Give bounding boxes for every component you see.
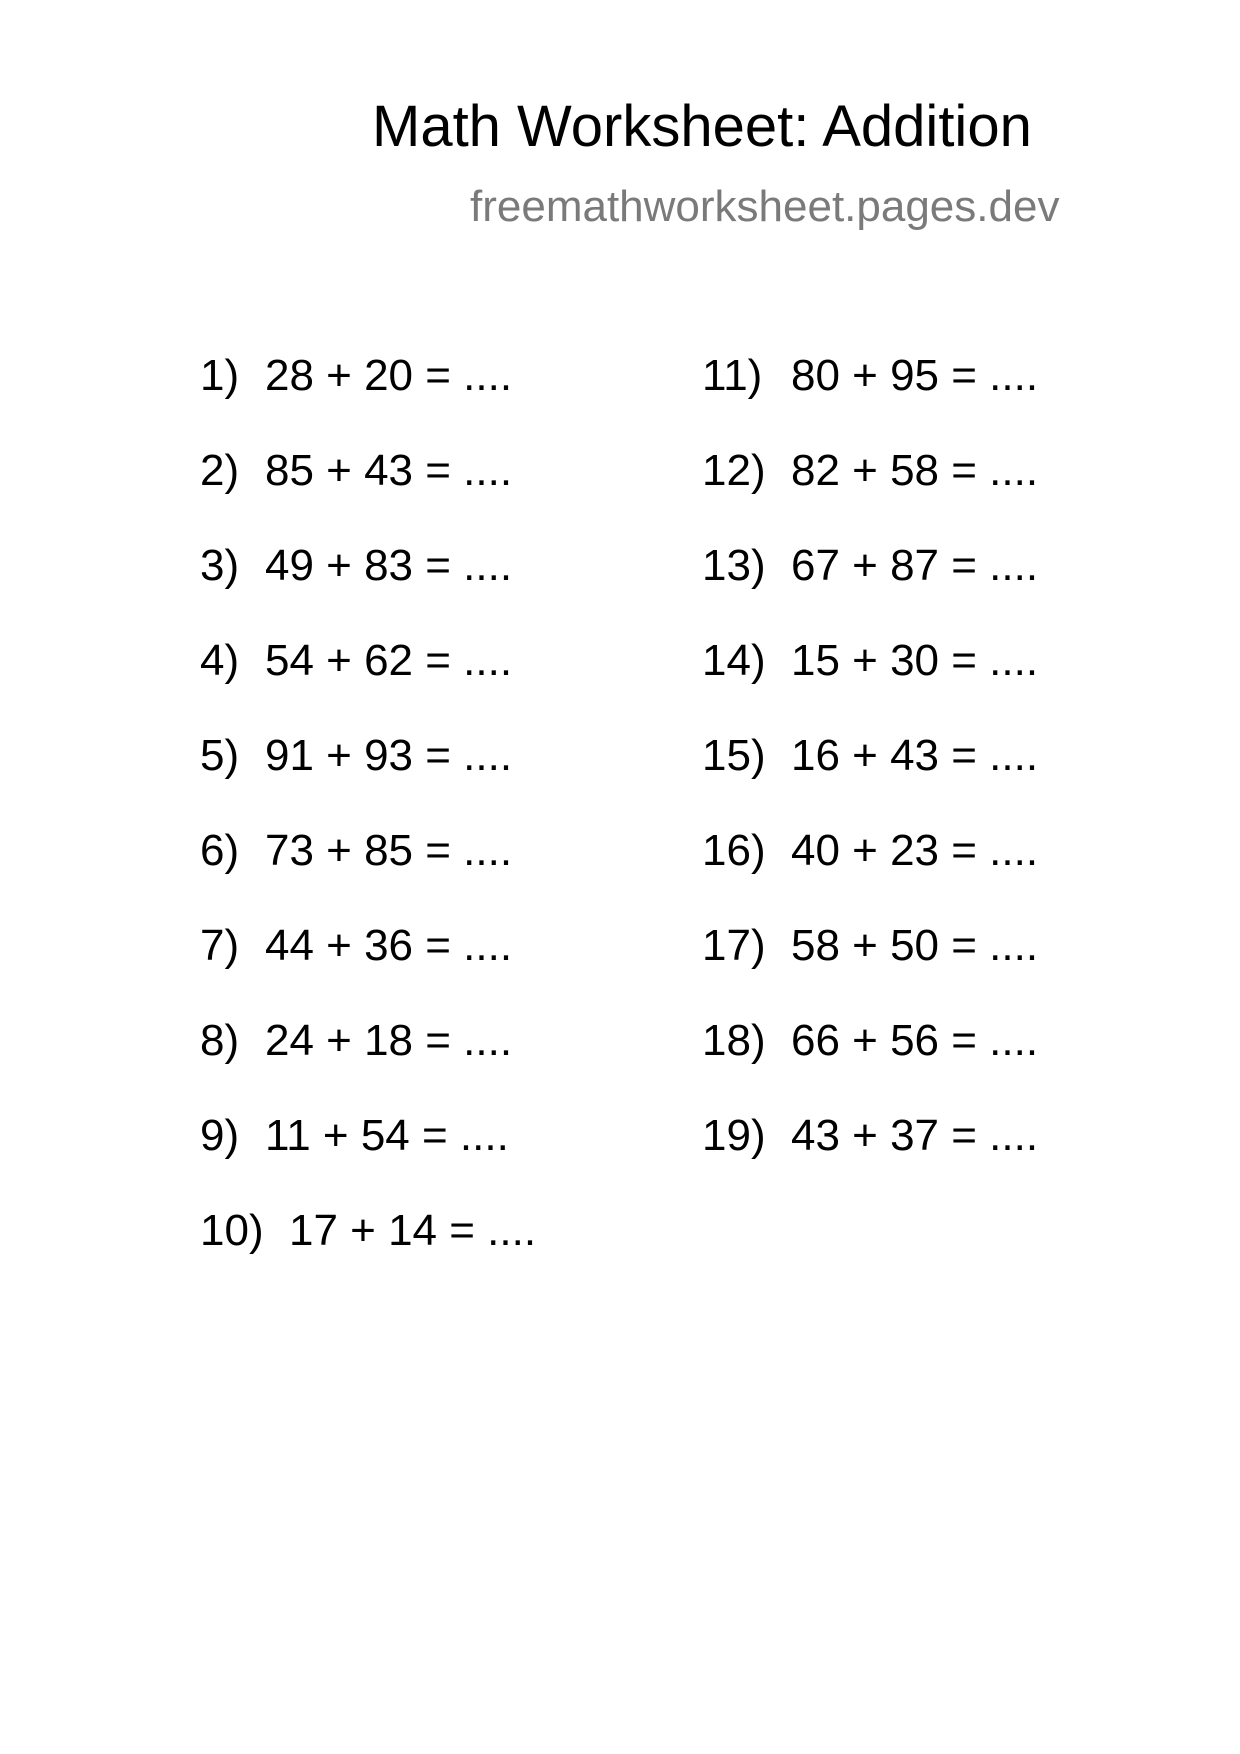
problem-column-right — [702, 351, 1039, 1209]
problem-item — [200, 1016, 536, 1114]
problem-expression: 73 + 85 = .... — [265, 826, 513, 875]
problem-item — [702, 541, 1039, 639]
problem-expression: 66 + 56 = .... — [791, 1016, 1039, 1065]
problem-expression: 91 + 93 = .... — [265, 731, 513, 780]
problem-expression: 58 + 50 = .... — [791, 921, 1039, 970]
problem-number: 19) — [702, 1111, 766, 1160]
problem-expression: 43 + 37 = .... — [791, 1111, 1039, 1160]
problem-item — [200, 636, 536, 734]
problem-number: 10) — [200, 1206, 264, 1255]
problem-item — [200, 446, 536, 544]
problem-item — [200, 351, 536, 449]
problem-number: 4) — [200, 636, 240, 685]
problem-number: 17) — [702, 921, 766, 970]
problem-expression: 67 + 87 = .... — [791, 541, 1039, 590]
problem-number: 18) — [702, 1016, 766, 1065]
problem-column-left — [200, 351, 537, 1304]
problem-expression: 82 + 58 = .... — [791, 446, 1039, 495]
problem-number: 15) — [702, 731, 766, 780]
problem-item — [702, 636, 1039, 734]
problem-expression: 24 + 18 = .... — [265, 1016, 513, 1065]
problem-expression: 85 + 43 = .... — [265, 446, 513, 495]
problem-expression: 11 + 54 = .... — [265, 1111, 509, 1160]
problem-item — [200, 826, 536, 924]
problem-number: 13) — [702, 541, 766, 590]
problem-expression: 40 + 23 = .... — [791, 826, 1039, 875]
problem-item — [200, 921, 536, 1019]
problem-expression: 16 + 43 = .... — [791, 731, 1039, 780]
problem-number: 16) — [702, 826, 766, 875]
problem-number: 14) — [702, 636, 766, 685]
problem-number: 9) — [200, 1111, 240, 1160]
problem-number: 5) — [200, 731, 240, 780]
problem-number: 6) — [200, 826, 240, 875]
problem-item — [702, 351, 1039, 449]
problem-item — [702, 1111, 1039, 1209]
problem-number: 7) — [200, 921, 240, 970]
problem-expression: 15 + 30 = .... — [791, 636, 1039, 685]
problem-item — [200, 1206, 537, 1304]
problem-item — [702, 921, 1039, 1019]
problem-expression: 17 + 14 = .... — [289, 1206, 537, 1255]
problem-item — [702, 826, 1039, 924]
problem-number: 12) — [702, 446, 766, 495]
problem-list — [200, 351, 1160, 1255]
problem-number: 11) — [702, 351, 763, 400]
problem-expression: 28 + 20 = .... — [265, 351, 513, 400]
problem-item — [702, 731, 1039, 829]
problem-expression: 54 + 62 = .... — [265, 636, 513, 685]
problem-number: 1) — [200, 351, 240, 400]
problem-number: 8) — [200, 1016, 240, 1065]
problem-number: 2) — [200, 446, 240, 495]
website-url: freemathworksheet.pages.dev — [470, 182, 1060, 231]
problem-item — [200, 731, 536, 829]
problem-item — [200, 541, 536, 639]
problem-expression: 80 + 95 = .... — [791, 351, 1039, 400]
problem-expression: 49 + 83 = .... — [265, 541, 513, 590]
problem-number: 3) — [200, 541, 240, 590]
page-title: Math Worksheet: Addition — [372, 94, 1032, 159]
problem-item — [702, 1016, 1039, 1114]
problem-expression: 44 + 36 = .... — [265, 921, 513, 970]
problem-item — [702, 446, 1039, 544]
problem-item — [200, 1111, 536, 1209]
